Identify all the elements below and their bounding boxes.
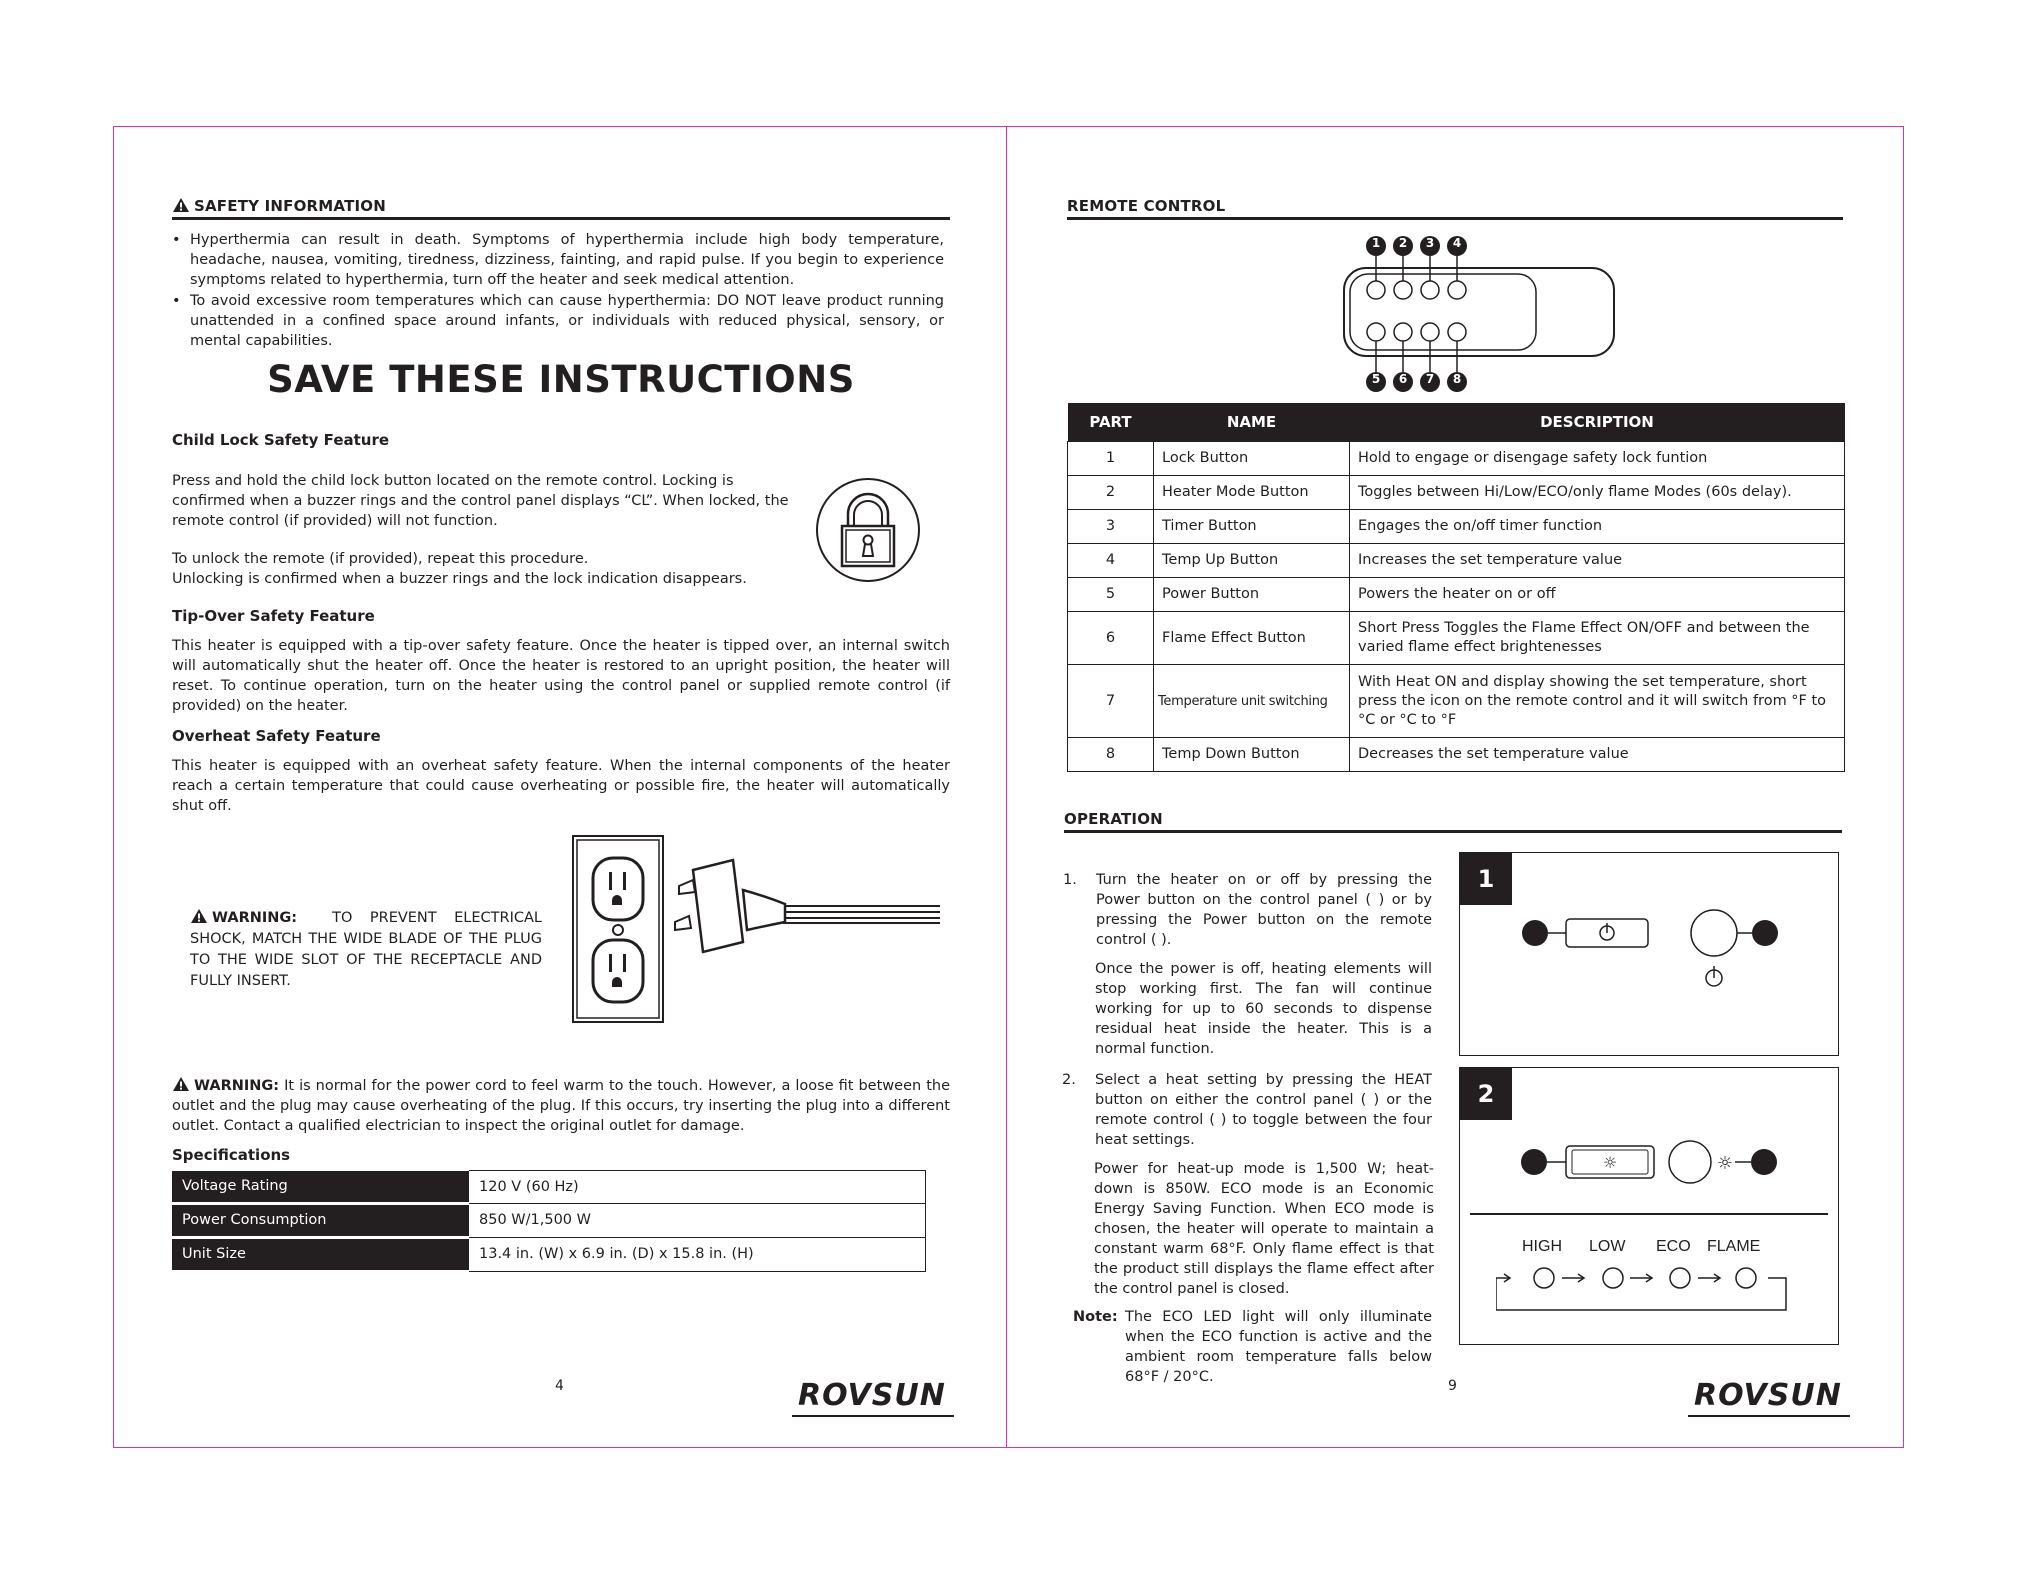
panel-heat-diagram xyxy=(1459,1067,1839,1345)
callout-4: 4 xyxy=(1452,236,1462,250)
logo-text: ROVSUN xyxy=(1694,1378,1842,1413)
step-2-text: Select a heat setting by pressing the HEAT button on either the control panel ( ) or the remote control ( ) to toggle between the four heat settings. xyxy=(1095,1072,1432,1148)
callout-3: 3 xyxy=(1425,236,1435,250)
name-cell: Timer Button xyxy=(1154,510,1350,544)
brand-logo-right xyxy=(1694,1378,1854,1417)
overheat-heading: Overheat Safety Feature xyxy=(172,727,381,745)
safety-bullet-list xyxy=(172,230,944,352)
cord-warning-text xyxy=(172,1076,950,1136)
step-1-text: Turn the heater on or off by pressing the Power button on the control panel ( ) or by pressing the Power button on the remote control ( ). xyxy=(1096,872,1432,948)
specifications-heading: Specifications xyxy=(172,1146,291,1164)
logo-text: ROVSUN xyxy=(798,1378,946,1413)
name-cell: Lock Button xyxy=(1154,442,1350,476)
table-row xyxy=(1068,578,1845,612)
spec-label: Power Consumption xyxy=(172,1203,469,1237)
desc-cell: Short Press Toggles the Flame Effect ON/OFF and between the varied flame effect brightenesses xyxy=(1350,612,1845,665)
svg-text:☼: ☼ xyxy=(1716,1153,1734,1174)
remote-parts-table xyxy=(1067,403,1845,772)
padlock-icon xyxy=(814,476,922,584)
brand-logo-left xyxy=(798,1378,958,1417)
specifications-table xyxy=(172,1170,926,1273)
callout-1: 1 xyxy=(1371,236,1381,250)
table-row xyxy=(172,1237,926,1271)
unlock-line-2: Unlocking is confirmed when a buzzer rings and the lock indication disappears. xyxy=(172,571,747,587)
heat-mode-cycle-diagram xyxy=(1496,1258,1806,1313)
step-1-detail: Once the power is off, heating elements will stop working first. The fan will continue working for up to 60 seconds to dispense residual heat inside the heater. This is a normal function. xyxy=(1095,961,1432,1057)
heat-button-diagram xyxy=(1520,1136,1780,1186)
table-row xyxy=(172,1203,926,1237)
warning-triangle-icon xyxy=(172,1076,190,1092)
power-button-diagram xyxy=(1520,903,1780,1023)
page-number-right: 9 xyxy=(1448,1378,1457,1394)
warning-label: WARNING: xyxy=(194,1078,280,1094)
table-row xyxy=(1068,510,1845,544)
child-lock-text: Press and hold the child lock button located on the remote control. Locking is confirmed when a buzzer rings and the control panel displays “CL”. When locked, the remote control (if provided) will not function. xyxy=(172,473,789,529)
table-header-row xyxy=(1068,403,1845,442)
callout-2: 2 xyxy=(1398,236,1408,250)
child-lock-unlock-text xyxy=(172,549,772,589)
part-cell: 5 xyxy=(1068,578,1154,612)
name-cell: Temp Up Button xyxy=(1154,544,1350,578)
tip-over-heading: Tip-Over Safety Feature xyxy=(172,607,375,625)
safety-title-rule xyxy=(172,217,950,220)
warning-message: TO PREVENT ELECTRICAL SHOCK, MATCH THE WIDE BLADE OF THE PLUG TO THE WIDE SLOT OF THE RECEPTACLE AND FULLY INSERT. xyxy=(190,910,542,989)
header-name: NAME xyxy=(1154,403,1350,442)
step-1-number: 1. xyxy=(1063,872,1077,888)
spec-value: 13.4 in. (W) x 6.9 in. (D) x 15.8 in. (H) xyxy=(469,1237,926,1271)
desc-cell: Toggles between Hi/Low/ECO/only flame Modes (60s delay). xyxy=(1350,476,1845,510)
warning-label: WARNING: xyxy=(212,910,298,926)
part-cell: 3 xyxy=(1068,510,1154,544)
operation-title-rule xyxy=(1064,830,1842,833)
remote-control-title: REMOTE CONTROL xyxy=(1067,197,1226,215)
logo-underline xyxy=(792,1415,954,1417)
callout-7: 7 xyxy=(1425,372,1435,386)
desc-cell: Powers the heater on or off xyxy=(1350,578,1845,612)
spec-value: 120 V (60 Hz) xyxy=(469,1171,926,1204)
spec-label: Unit Size xyxy=(172,1237,469,1271)
plug-warning-text xyxy=(190,908,542,992)
name-cell: Flame Effect Button xyxy=(1154,612,1350,665)
panel-power-diagram xyxy=(1459,852,1839,1056)
unlock-line-1: To unlock the remote (if provided), repeat this procedure. xyxy=(172,551,589,567)
name-cell: Temperature unit switching xyxy=(1154,665,1350,738)
table-row xyxy=(1068,544,1845,578)
spec-value: 850 W/1,500 W xyxy=(469,1203,926,1237)
page-number-left: 4 xyxy=(555,1378,564,1394)
outlet-plug-illustration xyxy=(565,830,945,1025)
note-text: The ECO LED light will only illuminate when the ECO function is active and the ambient room temperature falls below 68°F / 20°C. xyxy=(1125,1309,1432,1385)
note-label: Note: xyxy=(1073,1309,1118,1325)
callout-6: 6 xyxy=(1398,372,1408,386)
panel-divider xyxy=(1470,1213,1828,1215)
warning-triangle-icon xyxy=(190,908,208,924)
mode-high-label: HIGH xyxy=(1522,1238,1562,1255)
name-cell: Temp Down Button xyxy=(1154,738,1350,772)
part-cell: 7 xyxy=(1068,665,1154,738)
desc-cell: Increases the set temperature value xyxy=(1350,544,1845,578)
mode-low-label: LOW xyxy=(1589,1238,1626,1255)
warning-message: It is normal for the power cord to feel warm to the touch. However, a loose fit between the outlet and the plug may cause overheating of the plug. If this occurs, try inserting the plug into a different outlet. Contact a qualified electrician to inspect the original outlet for damage. xyxy=(172,1078,950,1134)
remote-callouts-top xyxy=(1366,236,1496,258)
operation-title: OPERATION xyxy=(1064,810,1163,828)
table-row xyxy=(1068,665,1845,738)
table-row xyxy=(172,1171,926,1204)
step-2-detail: Power for heat-up mode is 1,500 W; heat-down is 850W. ECO mode is an Economic Energy Saving Function. When ECO mode is chosen, the heater will operate to maintain a constant warm 68°F. Only flame effect is that the product still displays the flame effect after the control panel is closed. xyxy=(1094,1161,1434,1297)
child-lock-heading: Child Lock Safety Feature xyxy=(172,431,390,449)
list-item: • To avoid excessive room temperatures which can cause hyperthermia: DO NOT leave product running unattended in a confined space around infants, or individuals with reduced physical, sensory, or mental capabilities. xyxy=(190,291,944,351)
desc-cell: Hold to engage or disengage safety lock funtion xyxy=(1350,442,1845,476)
tip-over-text: This heater is equipped with a tip-over safety feature. Once the heater is tipped over, an internal switch will automatically shut the heater off. Once the heater is restored to an upright position, the heater will reset. To continue operation, turn on the heater using the control panel or supplied remote control (if provided) on the heater. xyxy=(172,638,950,714)
mode-flame-label: FLAME xyxy=(1707,1238,1761,1255)
name-cell: Heater Mode Button xyxy=(1154,476,1350,510)
step-2-number: 2. xyxy=(1062,1072,1076,1088)
table-row xyxy=(1068,612,1845,665)
part-cell: 8 xyxy=(1068,738,1154,772)
header-part: PART xyxy=(1068,403,1154,442)
safety-information-title: SAFETY INFORMATION xyxy=(172,197,386,215)
table-row xyxy=(1068,442,1845,476)
desc-cell: Decreases the set temperature value xyxy=(1350,738,1845,772)
logo-underline xyxy=(1688,1415,1850,1417)
list-item: • Hyperthermia can result in death. Symptoms of hyperthermia include high body temperature, headache, nausea, vomiting, tiredness, dizziness, fainting, and rapid pulse. If you begin to experience symptoms related to hyperthermia, turn off the heater and seek medical attention. xyxy=(190,230,944,290)
table-row xyxy=(1068,476,1845,510)
callout-5: 5 xyxy=(1371,372,1381,386)
mode-eco-label: ECO xyxy=(1656,1238,1691,1255)
part-cell: 6 xyxy=(1068,612,1154,665)
part-cell: 1 xyxy=(1068,442,1154,476)
desc-cell: With Heat ON and display showing the set temperature, short press the icon on the remote control and it will switch from °F to °C or °C to °F xyxy=(1350,665,1845,738)
panel-badge: 1 xyxy=(1460,853,1512,905)
remote-title-rule xyxy=(1067,217,1843,220)
header-description: DESCRIPTION xyxy=(1350,403,1845,442)
table-row xyxy=(1068,738,1845,772)
spec-label: Voltage Rating xyxy=(172,1171,469,1204)
warning-triangle-icon xyxy=(172,197,190,213)
name-cell: Power Button xyxy=(1154,578,1350,612)
overheat-text: This heater is equipped with an overheat safety feature. When the internal components of the heater reach a certain temperature that could cause overheating or possible fire, the heater will automatically shut off. xyxy=(172,758,950,814)
remote-callouts-bottom xyxy=(1366,372,1496,394)
callout-8: 8 xyxy=(1452,372,1462,386)
panel-badge: 2 xyxy=(1460,1068,1512,1120)
svg-text:☼: ☼ xyxy=(1602,1153,1618,1172)
part-cell: 4 xyxy=(1068,544,1154,578)
save-instructions-heading: SAVE THESE INSTRUCTIONS xyxy=(267,358,855,401)
part-cell: 2 xyxy=(1068,476,1154,510)
page-fold-line xyxy=(1006,126,1007,1448)
desc-cell: Engages the on/off timer function xyxy=(1350,510,1845,544)
